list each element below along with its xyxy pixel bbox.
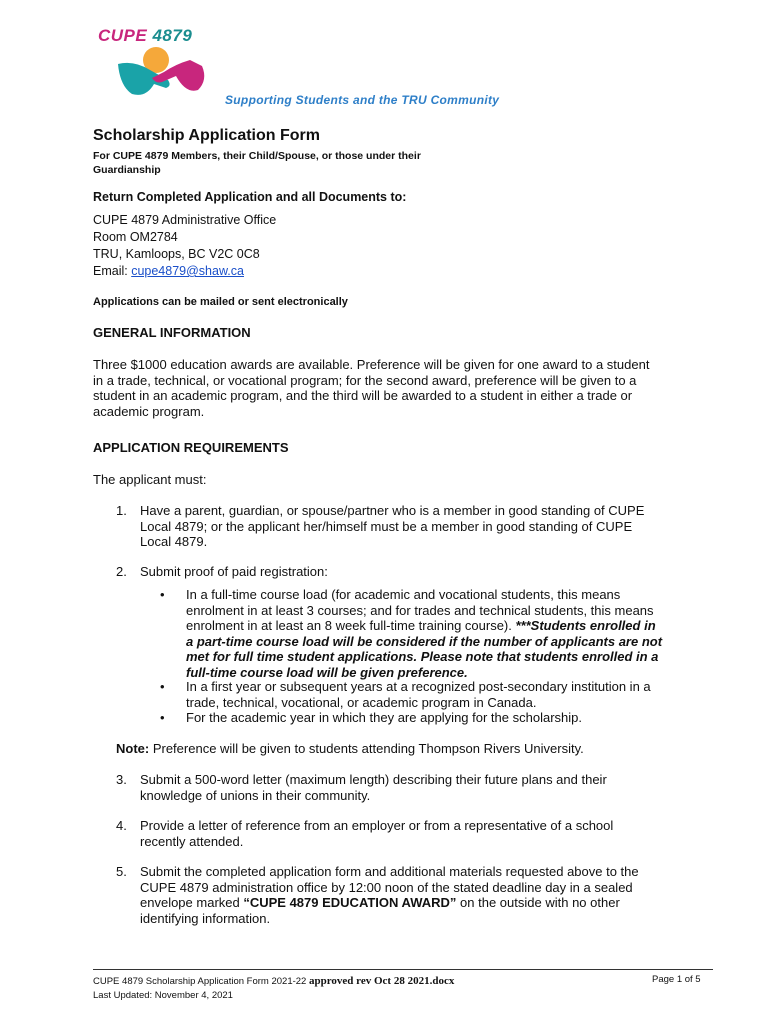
mailed-note: Applications can be mailed or sent electronically: [93, 296, 348, 308]
requirements-heading: APPLICATION REQUIREMENTS: [93, 440, 289, 455]
form-subtitle: For CUPE 4879 Members, their Child/Spouse, or those under their Guardianship: [93, 150, 421, 176]
footer-divider: [93, 969, 713, 970]
requirements-intro: The applicant must:: [93, 472, 207, 487]
handshake-icon: [116, 46, 216, 104]
logo-text: CUPE 4879: [98, 26, 193, 45]
footer-info: CUPE 4879 Scholarship Application Form 2021-22 approved rev Oct 28 2021.docx Last Updated: November 4, 2021: [93, 975, 455, 1001]
return-heading: Return Completed Application and all Documents to:: [93, 190, 407, 204]
bullet-icon: •: [160, 679, 165, 694]
email-link[interactable]: cupe4879@shaw.ca: [131, 264, 244, 278]
cupe-logo: [98, 26, 218, 102]
general-heading: GENERAL INFORMATION: [93, 325, 251, 340]
note-text: Note: Preference will be given to students attending Thompson Rivers University.: [116, 741, 584, 756]
page-number: Page 1 of 5: [652, 974, 701, 985]
form-title: Scholarship Application Form: [93, 127, 320, 144]
return-address: CUPE 4879 Administrative Office Room OM2784 TRU, Kamloops, BC V2C 0C8 Email: cupe4879@shaw.ca: [93, 213, 277, 278]
bullet-icon: •: [160, 587, 165, 602]
bullet-icon: •: [160, 710, 165, 725]
tagline: Supporting Students and the TRU Community: [225, 93, 500, 107]
general-text: Three $1000 education awards are available. Preference will be given for one award to a student in a trade, technical, or vocational program; for the second award, preference will be given to a student in an academic program, and the third will be awarded to a student in either a trade or academic program.: [93, 357, 650, 419]
